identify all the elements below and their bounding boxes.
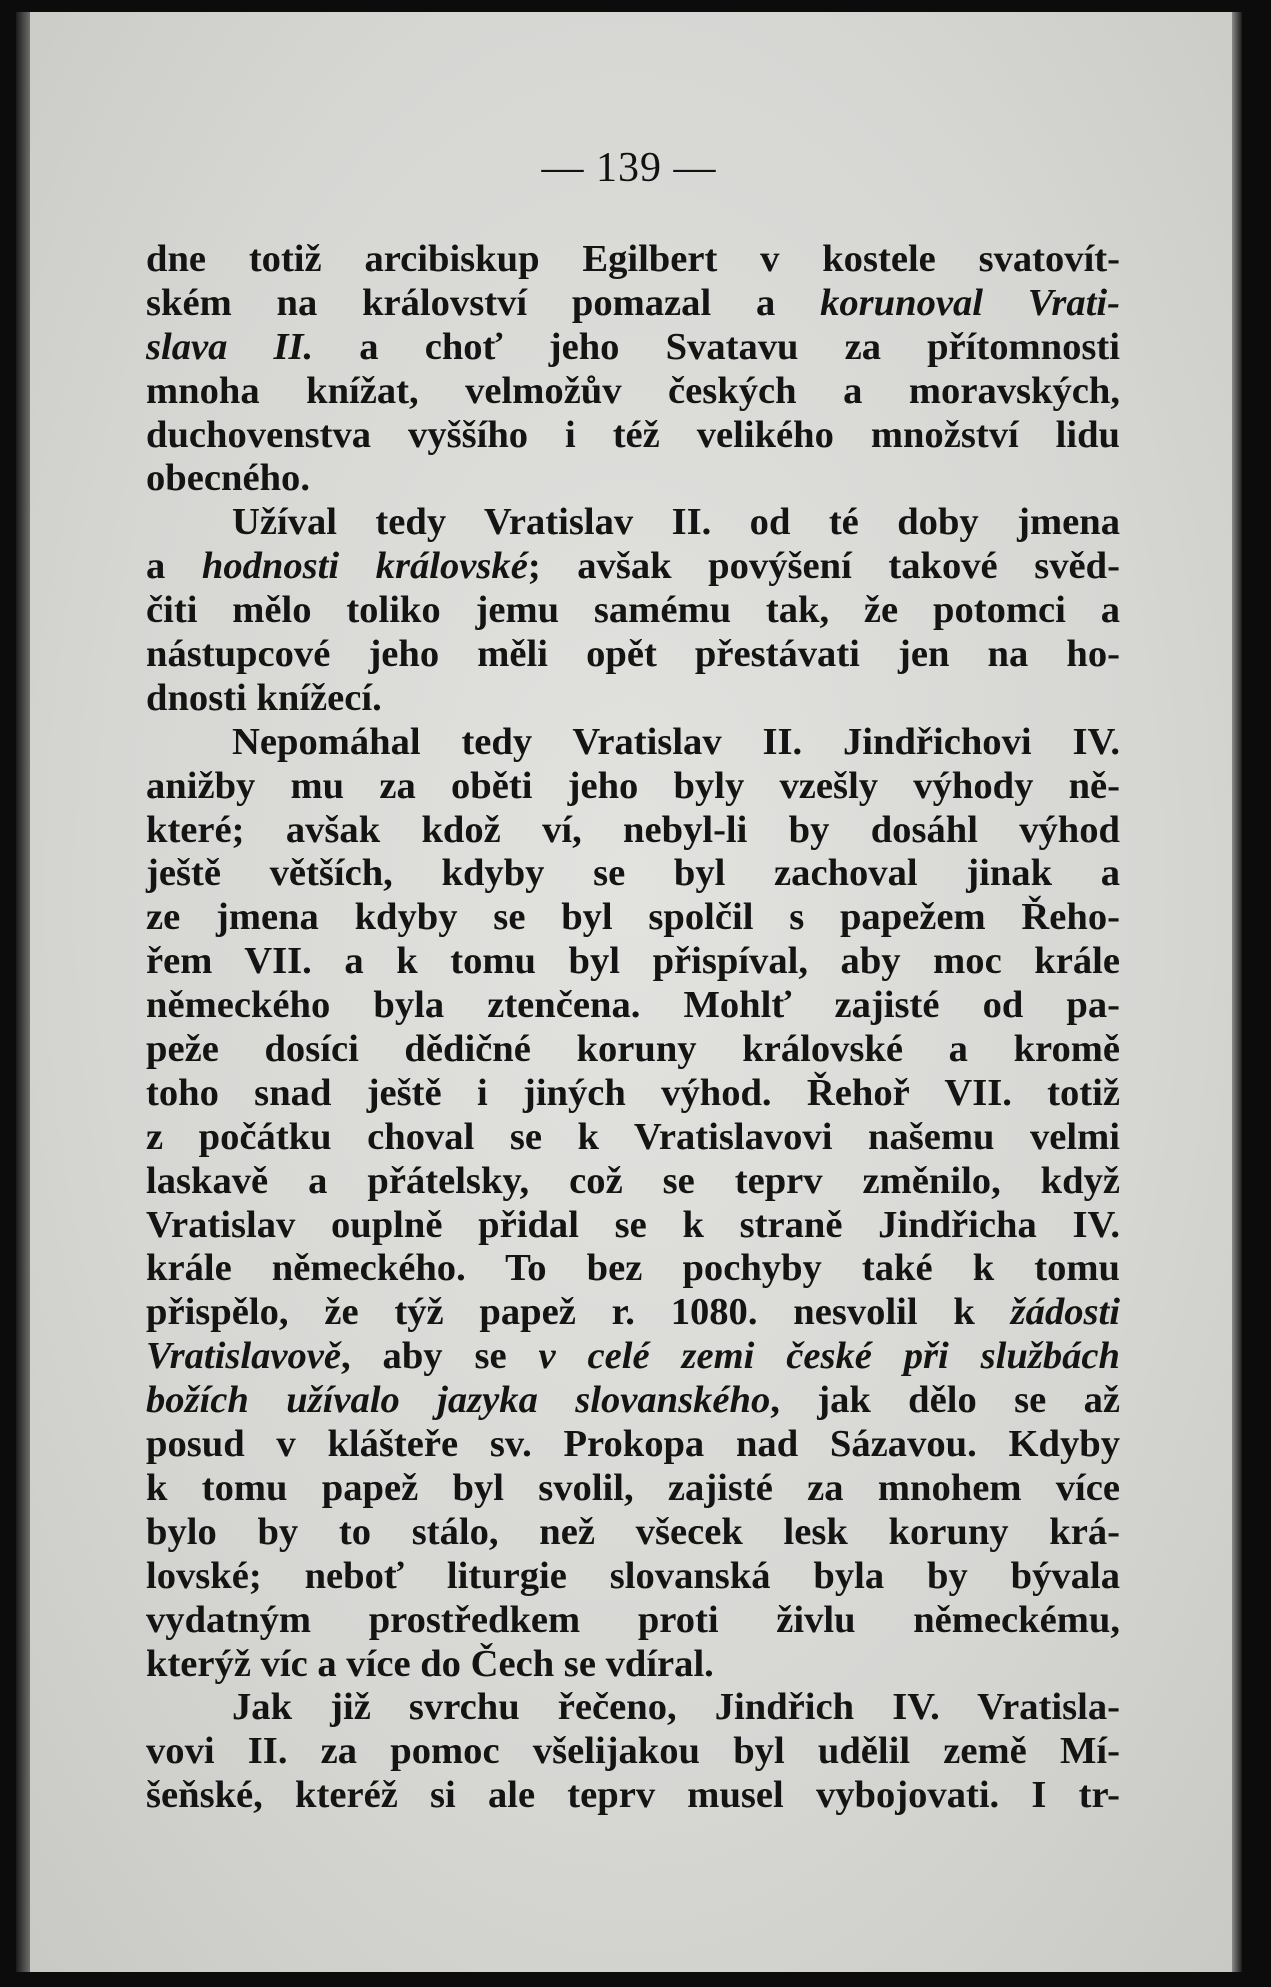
italic-text: božích užívalo jazyka slovanského [146,1379,771,1422]
text-line [146,1467,1120,1511]
text-line [146,1643,1120,1687]
text-line [146,1379,1120,1423]
text-segment: německého byla ztenčena. Mohlť zajisté od pa- [146,984,1120,1027]
text-segment: toho snad ještě i jiných výhod. Řehoř VII. totiž [146,1071,1120,1114]
text-line [146,1028,1120,1072]
text-line [146,1686,1120,1730]
text-line [146,1774,1120,1818]
italic-text: Vratislavově [146,1335,342,1378]
text-segment: přispělo, že týž papež r. 1080. nesvolil k [146,1291,1011,1334]
text-segment: peže dosíci dědičné koruny královské a kromě [146,1028,1120,1071]
text-segment: z počátku choval se k Vratislavovi našemu velmi [146,1115,1120,1158]
text-segment: laskavě a přátelsky, což se teprv změnilo, když [146,1159,1120,1202]
text-segment: vovi II. za pomoc všelijakou byl udělil země Mí- [146,1730,1120,1773]
text-segment: Jak již svrchu řečeno, Jindřich IV. Vratisla- [232,1686,1120,1729]
text-segment: dne totiž arcibiskup Egilbert v kostele svatovít- [146,238,1120,280]
text-segment: bylo by to stálo, než všecek lesk koruny krá- [146,1510,1120,1553]
text-line [146,1511,1120,1555]
text-segment: které; avšak kdož ví, nebyl-li by dosáhl výhod [146,808,1120,851]
text-line [146,589,1120,633]
text-segment: vydatným prostředkem proti živlu německému, [146,1598,1120,1641]
page-right-edge [1232,12,1242,1972]
page-number: — 139 — [541,145,717,191]
text-segment: k tomu papež byl svolil, zajisté za mnohem více [146,1466,1120,1509]
text-line [146,1555,1120,1599]
text-line [146,633,1120,677]
text-line [146,1335,1120,1379]
text-segment: Užíval tedy Vratislav II. od té doby jmena [232,501,1120,544]
text-line [146,852,1120,896]
italic-text: slava II. [146,325,314,368]
text-segment: řem VII. a k tomu byl přispíval, aby moc krále [146,940,1120,983]
text-segment: mnoha knížat, velmožův českých a moravských, [146,369,1120,412]
text-segment: ze jmena kdyby se byl spolčil s papežem Řeho- [146,896,1120,939]
text-line [146,1730,1120,1774]
text-line [146,1423,1120,1467]
italic-text: žádosti [1010,1291,1120,1334]
text-segment: obecného. [146,457,310,500]
text-line [146,896,1120,940]
text-segment: a [146,545,202,588]
text-segment: čiti mělo toliko jemu samému tak, že potomci a [146,589,1120,632]
text-segment: šeňské, kteréž si ale teprv musel vybojovati. I tr- [146,1774,1120,1817]
text-line [146,1072,1120,1116]
text-line [146,1599,1120,1643]
text-line [146,238,1120,282]
text-segment: duchovenstva vyššího i též velikého množství lidu [146,413,1120,456]
text-segment: a choť jeho Svatavu za přítomnosti [313,325,1120,368]
text-segment: , aby se [341,1335,539,1378]
text-segment: , jak dělo se až [770,1379,1120,1422]
text-line [146,765,1120,809]
text-line [146,326,1120,370]
text-segment: ; avšak povýšení takové svěd- [527,545,1120,588]
text-segment: Nepomáhal tedy Vratislav II. Jindřichovi IV. [232,720,1120,763]
text-segment: ském na království pomazal a [146,281,821,324]
italic-text: v celé zemi české při službách [538,1335,1120,1378]
text-line [146,282,1120,326]
italic-text: hodnosti královské [201,545,528,588]
text-segment: dnosti knížecí. [146,676,382,719]
text-line [146,1291,1120,1335]
text-line [146,721,1120,765]
text-line [146,1204,1120,1248]
text-segment: kterýž víc a více do Čech se vdíral. [146,1642,714,1685]
text-segment: posud v klášteře sv. Prokopa nad Sázavou. Kdyby [146,1423,1120,1466]
book-page [16,12,1242,1972]
text-line [146,940,1120,984]
text-line [146,1116,1120,1160]
text-segment: anižby mu za oběti jeho byly vzešly výhody ně- [146,764,1120,807]
text-segment: krále německého. To bez pochyby také k tomu [146,1247,1120,1290]
text-line [146,501,1120,545]
text-line [146,370,1120,414]
text-line [146,1247,1120,1291]
text-line [146,809,1120,853]
text-segment: nástupcové jeho měli opět přestávati jen na ho- [146,633,1120,676]
text-line [146,1160,1120,1204]
text-segment: lovské; neboť liturgie slovanská byla by bývala [146,1554,1120,1597]
body-text [146,238,1120,1818]
text-line [146,677,1120,721]
page-left-edge [16,12,30,1972]
text-line [146,545,1120,589]
italic-text: korunoval Vrati- [820,281,1120,324]
text-line [146,984,1120,1028]
text-line [146,457,1120,501]
text-segment: Vratislav ouplně přidal se k straně Jindřicha IV. [146,1203,1120,1246]
text-segment: ještě větších, kdyby se byl zachoval jinak a [146,852,1120,895]
text-line [146,414,1120,458]
